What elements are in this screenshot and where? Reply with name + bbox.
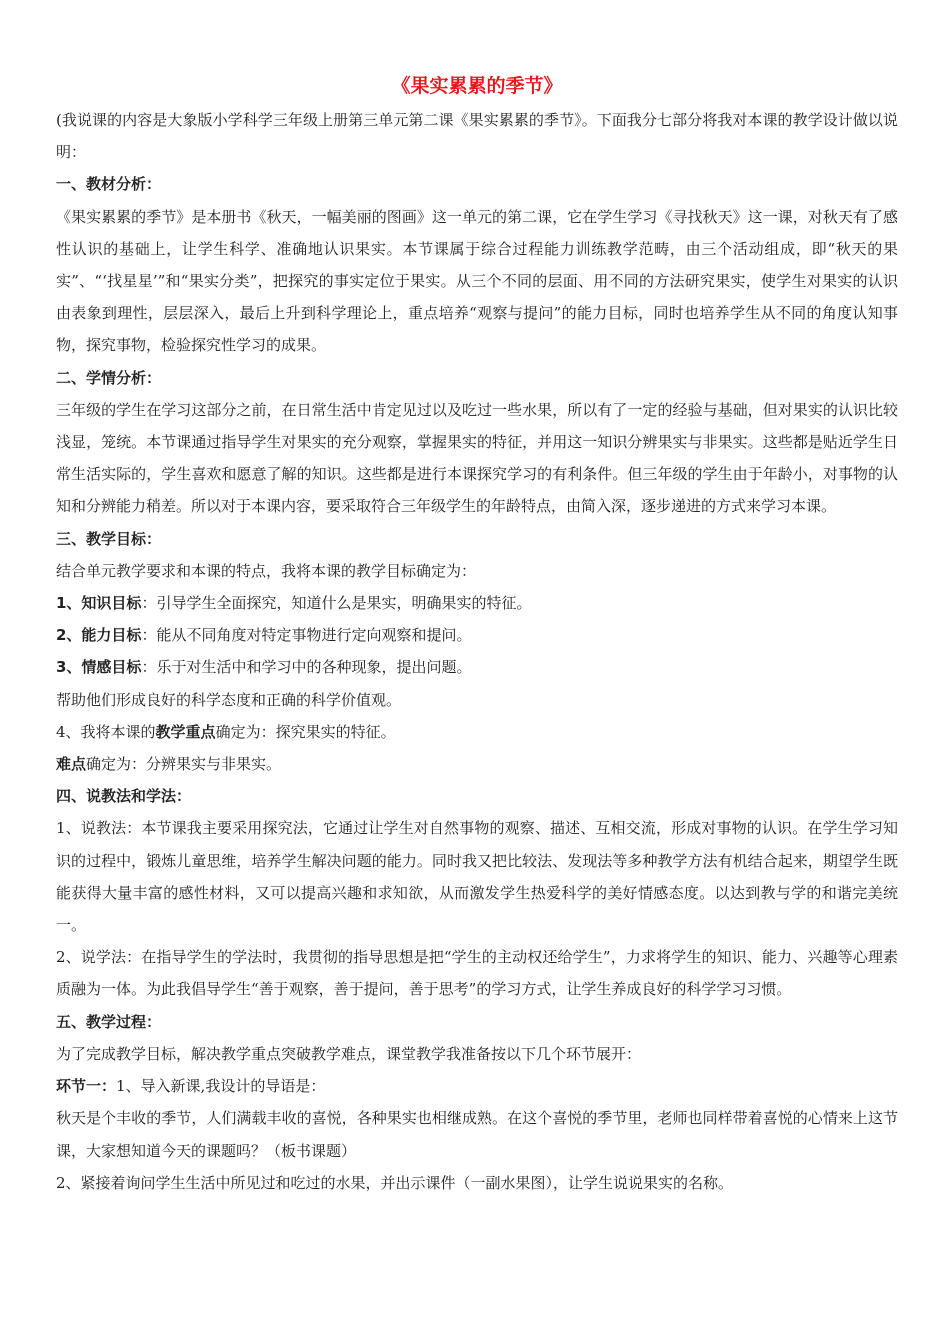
- process-intro-speech: 秋天是个丰收的季节，人们满载丰收的喜悦，各种果实也相继成熟。在这个喜悦的季节里，老师也同样带着喜悦的心情来上这节课，大家想知道今天的课题吗？（板书课题）: [56, 1109, 898, 1160]
- process-step-one: [56, 1070, 898, 1102]
- teaching-key-point: [56, 716, 898, 748]
- textbook-analysis-paragraph: 《果实累累的季节》是本册书《秋天，一幅美丽的图画》这一单元的第二课，它在学生学习《寻找秋天》这一课，对秋天有了感性认识的基础上，让学生科学、准确地认识果实。本节课属于综合过程能力训练教学范畴，由三个活动组成，即“秋天的果实”、“‘找星星’”和“果实分类”，把探究的事实定位于果实。从三个不同的层面、用不同的方法研究果实，使学生对果实的认识由表象到理性，层层深入，最后上升到科学理论上，重点培养“观察与提问”的能力目标，同时也培养学生从不同的角度认知事物，探究事物，检验探究性学习的成果。: [56, 207, 898, 355]
- teaching-method-paragraph: 1、说教法：本节课我主要采用探究法，它通过让学生对自然事物的观察、描述、互相交流，形成对事物的认识。在学生学习知识的过程中，锻炼儿童思维，培养学生解决问题的能力。同时我又把比较法、发现法等多种教学方法有机结合起来，期望学生既能获得大量丰富的感性材料，又可以提高兴趣和求知欲，从而激发学生热爱科学的美好情感态度。以达到教与学的和谐完美统一。: [56, 819, 898, 935]
- section-heading-textbook-analysis: 一、教材分析：: [56, 175, 162, 194]
- goal-knowledge-text: ：引导学生全面探究，知道什么是果实，明确果实的特征。: [141, 594, 532, 613]
- teaching-difficulty: [56, 748, 898, 780]
- key-point-prefix: 4、我将本课的: [56, 722, 156, 741]
- section-heading-student-analysis: 二、学情分析：: [56, 368, 162, 387]
- student-analysis-paragraph: 三年级的学生在学习这部分之前，在日常生活中肯定见过以及吃过一些水果，所以有了一定的经验与基础，但对果实的认识比较浅显，笼统。本节课通过指导学生对果实的充分观察，掌握果实的特征，并用这一知识分辨果实与非果实。这些都是贴近学生日常生活实际的，学生喜欢和愿意了解的知识。这些都是进行本课探究学习的有利条件。但三年级的学生由于年龄小，对事物的认知和分辨能力稍差。所以对于本课内容，要采取符合三年级学生的年龄特点，由简入深，逐步递进的方式来学习本课。: [56, 400, 898, 516]
- goal-ability-label: 2、能力目标: [56, 626, 142, 645]
- goal-ability: [56, 619, 898, 651]
- teaching-goals-intro: 结合单元教学要求和本课的特点，我将本课的教学目标确定为：: [56, 561, 477, 580]
- learning-method-paragraph: 2、说学法：在指导学生的学法时，我贯彻的指导思想是把“学生的主动权还给学生”，力求将学生的知识、能力、兴趣等心理素质融为一体。为此我倡导学生“善于观察，善于提问，善于思考”的学习方式，让学生养成良好的科学学习习惯。: [56, 948, 898, 999]
- key-point-text: 确定为：探究果实的特征。: [215, 722, 396, 741]
- section-heading-methods: 四、说教法和学法：: [56, 787, 192, 806]
- step-one-label: 环节一：: [56, 1077, 117, 1096]
- key-point-label: 教学重点: [155, 722, 216, 741]
- goal-extra: 帮助他们形成良好的科学态度和正确的科学价值观。: [56, 690, 402, 709]
- document-page: [56, 70, 898, 1199]
- goal-emotion: [56, 651, 898, 683]
- document-title: 《果实累累的季节》: [391, 75, 563, 97]
- goal-emotion-label: 3、情感目标: [56, 658, 142, 677]
- goal-emotion-text: ：乐于对生活中和学习中的各种现象，提出问题。: [141, 658, 472, 677]
- difficulty-text: 确定为：分辨果实与非果实。: [86, 755, 282, 774]
- process-step-two: 2、紧接着询问学生生活中所见过和吃过的水果，并出示课件（一副水果图），让学生说说果实的名称。: [56, 1173, 734, 1192]
- intro-paragraph: (我说课的内容是大象版小学科学三年级上册第三单元第二课《果实累累的季节》。下面我分七部分将我对本课的教学设计做以说明：: [56, 111, 898, 162]
- step-one-text: 1、导入新课,我设计的导语是：: [116, 1077, 326, 1096]
- goal-ability-text: ：能从不同角度对特定事物进行定向观察和提问。: [141, 626, 472, 645]
- goal-knowledge-label: 1、知识目标: [56, 594, 142, 613]
- goal-knowledge: [56, 587, 898, 619]
- section-heading-process: 五、教学过程：: [56, 1012, 162, 1031]
- process-intro: 为了完成教学目标，解决教学重点突破教学难点，课堂教学我准备按以下几个环节展开：: [56, 1044, 642, 1063]
- section-heading-teaching-goals: 三、教学目标：: [56, 529, 162, 548]
- difficulty-label: 难点: [56, 755, 87, 774]
